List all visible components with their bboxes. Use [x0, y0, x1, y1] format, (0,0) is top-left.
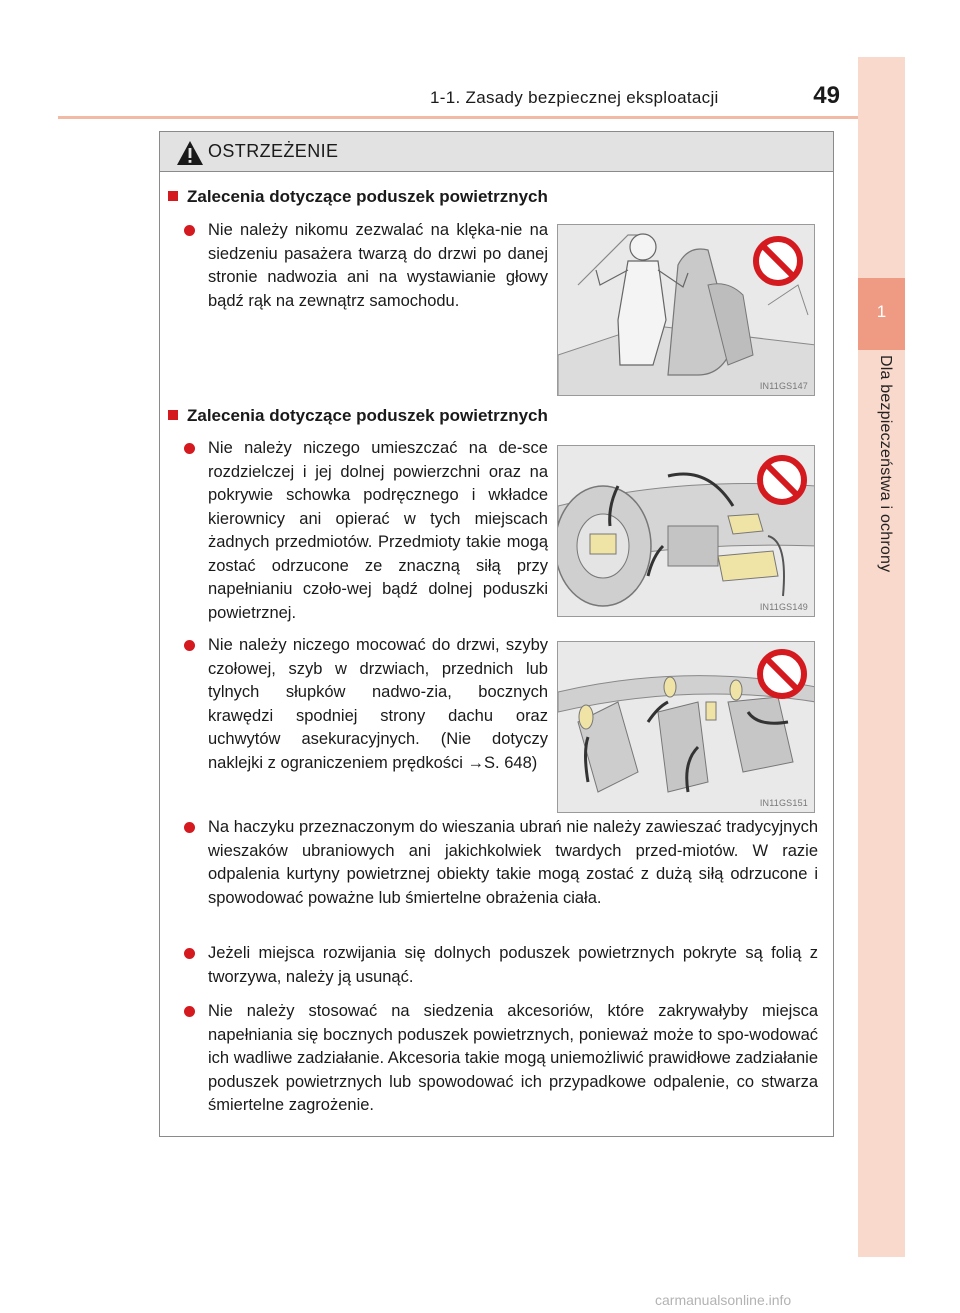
- list-item: Nie należy niczego umieszczać na de-sce rozdzielczej i jej dolnej powierzchni oraz na pokrywie schowka podręcznego i wkładce kierownicy ani opierać w tych miejscach żadnych przedmiotów. Przedmioty takie mogą zostać odrzucone ze znaczną siłą przy napełnianiu czoło-wej bądź dolnej poduszki powietrznej.: [168, 437, 548, 625]
- page-header: [430, 82, 850, 114]
- figure-passenger-seat: [557, 224, 815, 396]
- watermark: carmanualsonline.info: [655, 1292, 792, 1308]
- figure-code: IN11GS151: [759, 798, 808, 808]
- prohibition-icon: [756, 648, 808, 700]
- bullet-icon: [184, 443, 195, 454]
- side-tab-label: Dla bezpieczeństwa i ochrony: [877, 355, 894, 573]
- section-heading: Zalecenia dotyczące poduszek powietrznych: [168, 187, 548, 207]
- warning-triangle-icon: [176, 140, 204, 166]
- bullet-icon: [184, 948, 195, 959]
- warning-box: [159, 131, 834, 1137]
- page-number: 49: [813, 82, 840, 109]
- figure-cabin-interior: [557, 641, 815, 813]
- square-bullet-icon: [168, 410, 178, 420]
- figure-code: IN11GS147: [759, 381, 808, 391]
- bullet-icon: [184, 822, 195, 833]
- warning-title: OSTRZEŻENIE: [208, 141, 339, 161]
- list-item: Nie należy stosować na siedzenia akcesoriów, które zakrywałyby miejsca napełniania się bocznych poduszek powietrznych, ponieważ może to spo-wodować ich wadliwe zadziałanie. Akcesoria takie mogą uniemożliwić prawidłowe zadziałanie poduszek powietrznych lub spowodować ich przypadkowe odpalenie, co stwarza śmiertelne zagrożenie.: [168, 1000, 818, 1118]
- list-item: Nie należy nikomu zezwalać na klęka-nie na siedzeniu pasażera twarzą do drzwi po danej stronie nadwozia ani na wystawianie głowy bądź rąk na zewnątrz samochodu.: [168, 219, 548, 313]
- square-bullet-icon: [168, 191, 178, 201]
- list-item: Nie należy niczego mocować do drzwi, szyby czołowej, szyb w drzwiach, przednich lub tylnych słupków nadwo-zia, bocznych krawędzi spodniej strony dachu oraz uchwytów asekuracyjnych. (Nie dotyczy naklejki z ograniczeniem prędkości →S. 648): [168, 634, 548, 775]
- list-item: Na haczyku przeznaczonym do wieszania ubrań nie należy zawieszać tradycyjnych wieszaków ubraniowych ani jakichkolwiek twardych przed-miotów. W razie odpalenia kurtyny powietrznej obiekty takie mogą zostać z dużą siłą odrzucone i spowodować poważne lub śmiertelne obrażenia ciała.: [168, 816, 818, 910]
- section-heading: Zalecenia dotyczące poduszek powietrznych: [168, 406, 548, 426]
- figure-dashboard: [557, 445, 815, 617]
- side-tab-number: 1: [858, 278, 905, 350]
- chapter-title: 1-1. Zasady bezpiecznej eksploatacji: [430, 88, 719, 107]
- header-rule: [58, 116, 858, 119]
- side-tab: [858, 57, 905, 1257]
- bullet-icon: [184, 225, 195, 236]
- list-item: Jeżeli miejsca rozwijania się dolnych poduszek powietrznych pokryte są folią z tworzywa, należy ją usunąć.: [168, 942, 818, 989]
- prohibition-icon: [752, 235, 804, 287]
- warning-header: [160, 132, 833, 172]
- prohibition-icon: [756, 454, 808, 506]
- figure-code: IN11GS149: [759, 602, 808, 612]
- bullet-icon: [184, 640, 195, 651]
- bullet-icon: [184, 1006, 195, 1017]
